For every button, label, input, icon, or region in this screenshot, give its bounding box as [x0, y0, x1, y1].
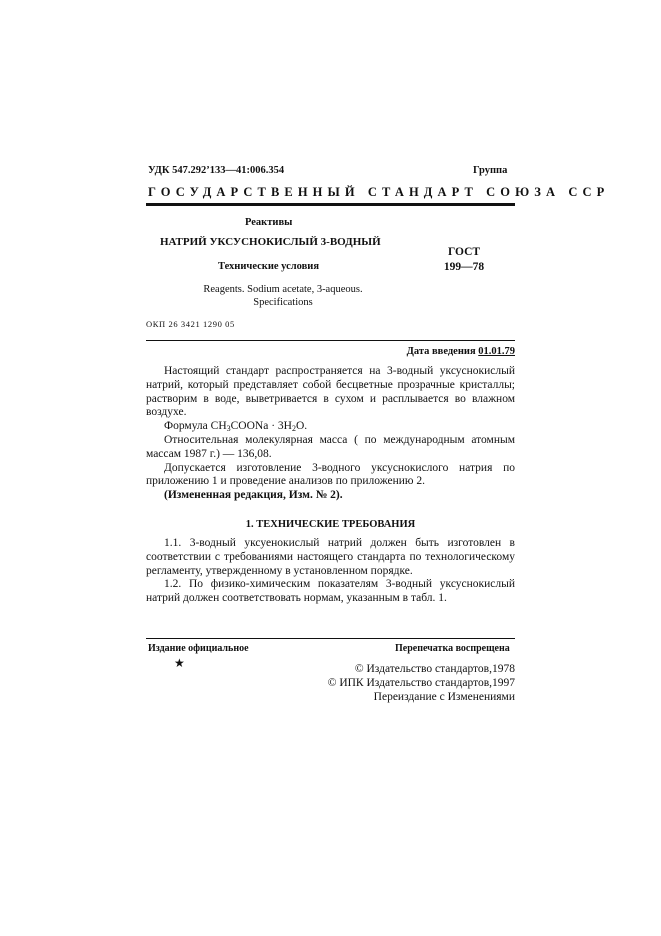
clause-1-1: 1.1. 3-водный уксуенокислый натрий должен быть изготовлен в соответствии с требованиями настоящего стандарта по технологическому регламенту, утвержденному в установленном порядке. [146, 537, 515, 577]
intro-date-value: 01.01.79 [478, 346, 515, 357]
section-heading: 1. ТЕХНИЧЕСКИЕ ТРЕБОВАНИЯ [245, 519, 416, 530]
english-title [170, 283, 396, 309]
copyright-1978: © Издательство стандартов,1978 [354, 663, 515, 675]
clause-1-2: 1.2. По физико-химическим показателям 3-водный уксуснокислый натрий должен соответствовать нормам, указанным в табл. 1. [146, 578, 515, 605]
intro-date-label: Дата введения [406, 346, 476, 357]
copyright-1997: © ИПК Издательство стандартов,1997 [327, 677, 515, 689]
reagents-label: Реактивы [245, 217, 293, 228]
english-title-line2: Specifications [253, 297, 313, 308]
footer-divider [146, 638, 515, 639]
okp-code: ОКП 26 3421 1290 05 [146, 319, 235, 329]
intro-date [407, 346, 515, 357]
reissue-note: Переиздание с Изменениями [373, 691, 515, 703]
official-edition-label: Издание официальное [148, 643, 249, 654]
state-standard-heading: ГОСУДАРСТВЕННЫЙ СТАНДАРТ СОЮЗА ССР [148, 185, 610, 199]
gost-designation [434, 245, 494, 275]
intro-paragraph-3: Относительная молекулярная масса ( по международным атомным массам 1987 г.) — 136,08. [146, 433, 515, 460]
reprint-prohibited-label: Перепечатка воспрещена [395, 643, 510, 654]
section-text [146, 537, 515, 606]
intro-paragraph-1: Настоящий стандарт распространяется на 3-водный уксуснокислый натрий, который представляет собой бесцветные прозрачные кристаллы; растворим в воде, выветривается в сухом и расплывается во влажном воздухе. [146, 365, 515, 419]
group-label: Группа [473, 165, 508, 176]
formula-line: Формула $CH_3COONa \cdot 3H_2O$. [164, 420, 308, 434]
title-divider [146, 340, 515, 341]
star-icon: ★ [174, 656, 185, 670]
subtitle: Технические условия [218, 261, 320, 272]
amendment-note: (Измененная редакция, Изм. № 2). [164, 489, 343, 502]
intro-text [146, 365, 515, 503]
product-title: НАТРИЙ УКСУСНОКИСЛЫЙ 3-ВОДНЫЙ [160, 236, 381, 248]
english-title-line1: Reagents. Sodium acetate, 3-aqueous. [203, 284, 363, 295]
header-divider [146, 203, 515, 206]
intro-paragraph-4: Допускается изготовление 3-водного уксуснокислого натрия по приложению 1 и проведение анализов по приложению 2. [146, 461, 515, 488]
gost-number: 199—78 [443, 261, 485, 273]
udk-code: УДК 547.292’133—41:006.354 [148, 165, 285, 176]
gost-label: ГОСТ [447, 246, 481, 258]
